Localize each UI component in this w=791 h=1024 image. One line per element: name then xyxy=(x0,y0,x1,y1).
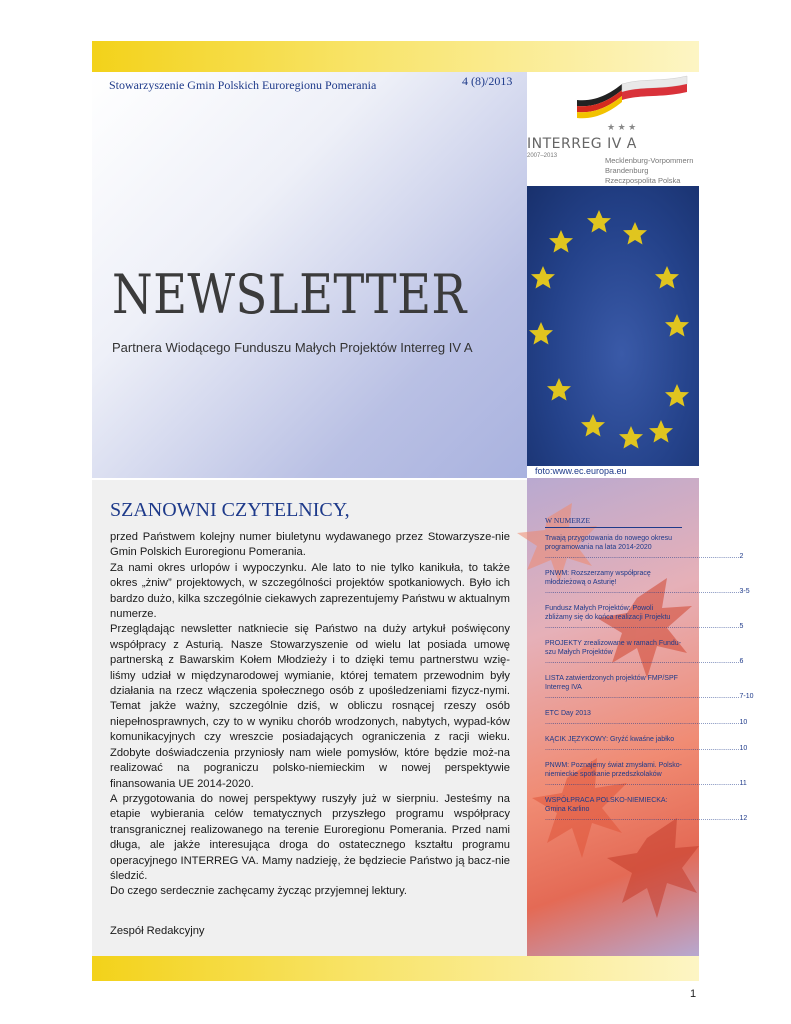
toc-item-title: Trwają przygotowania do nowego okresu programowania na lata 2014-2020 xyxy=(545,535,672,551)
toc-item-title: WSPÓŁPRACA POLSKO-NIEMIECKA: Gmina Karlino xyxy=(545,797,668,813)
toc-item-title: Fundusz Małych Projektów: Powoli zbliżamy się do końca realizacji Projektu xyxy=(545,605,671,621)
toc-item-leader: .................................................................................................... 12 xyxy=(545,815,748,822)
toc-item-title: LISTA zatwierdzonych projektów FMP/SPF Interreg IVA xyxy=(545,675,678,691)
interreg-logo xyxy=(527,72,699,186)
toc-item[interactable] xyxy=(545,534,744,561)
toc-item-leader: .................................................................................................... 11 xyxy=(545,780,747,787)
toc-item-page: 3-5 xyxy=(739,588,750,595)
eu-stars-icon xyxy=(527,186,699,466)
toc-heading: W NUMERZE xyxy=(545,516,682,528)
toc-item[interactable] xyxy=(545,639,744,666)
table-of-contents xyxy=(545,516,754,831)
editorial-paragraph: Do czego serdecznie zachęcamy życząc przyjemnej lektury. xyxy=(110,885,407,898)
toc-item-leader: .................................................................................................... 3-5 xyxy=(545,588,750,595)
newsletter-subtitle: Partnera Wiodącego Funduszu Małych Projektów Interreg IV A xyxy=(112,340,473,355)
logo-region: Rzeczpospolita Polska xyxy=(605,176,681,185)
toc-item[interactable] xyxy=(545,604,744,631)
top-decorative-bar xyxy=(92,41,699,72)
issue-number: 4 (8)/2013 xyxy=(462,74,513,88)
editorial-heading: SZANOWNI CZYTELNICY, xyxy=(110,499,350,521)
logo-region: Mecklenburg-Vorpommern xyxy=(605,156,694,165)
photo-credit: foto:www.ec.europa.eu xyxy=(535,466,627,476)
editorial-paragraph: Za nami okres urlopów i wypoczynku. Ale lato to nie tylko kanikuła, to także okres „żniw” projektowych, w szczególności projektów spotkaniowych. Było ich bardzo dużo, kilka szczególnie ciekawych zaprezentujemy Państwu w aktualnym numerze. xyxy=(110,561,510,621)
logo-years: 2007–2013 xyxy=(527,153,558,159)
toc-item-leader: .................................................................................................... 5 xyxy=(545,623,744,630)
bottom-decorative-bar xyxy=(92,956,699,981)
toc-item-title: ETC Day 2013 xyxy=(545,710,591,717)
toc-item-page: 10 xyxy=(739,719,748,726)
editorial-paragraph: Przeglądając newsletter natkniecie się Państwo na duży artykuł poświęcony współpracy z Asturią. Nasze Stowarzyszenie od wielu lat posiada umowę partnerską z Bawarskim Kołem Młodzieży i to dzięki temu partnerstwu wzię-liśmy udział w międzynarodowej wymianie, której tematem przewodnim były działania na rzecz włączenia społecznego osób z upośledzeniami fizycz-nymi. Temat jakże ważny, szczególnie dziś, w obliczu rosnącej rzeszy osób niepełnosprawnych, czy to w wyniku chorób wrodzonych, nabytych, wypad-ków komunikacyjnych czy wreszcie posiadających ograniczenia z racji wieku. Zdobyte doświadczenia przyniosły nam wiele pomysłów, które będzie moż-na realizować na pograniczu polsko-niemieckim w nowej perspektywie finansowania UE 2014-2020. xyxy=(110,623,510,790)
toc-item-page: 6 xyxy=(739,658,744,665)
toc-item-leader: .................................................................................................... 7-10 xyxy=(545,693,754,700)
toc-item-page: 11 xyxy=(739,780,747,787)
toc-item[interactable] xyxy=(545,761,747,788)
toc-item-page: 10 xyxy=(739,745,748,752)
toc-item-page: 2 xyxy=(739,553,744,560)
toc-item[interactable] xyxy=(545,674,754,701)
editorial-signoff: Zespół Redakcyjny xyxy=(110,925,205,937)
organization-name: Stowarzyszenie Gmin Polskich Euroregionu Pomerania xyxy=(109,78,377,92)
editorial-body xyxy=(110,530,510,900)
editorial-paragraph: A przygotowania do nowej perspektywy ruszyły już w sierpniu. Jesteśmy na etapie wybierania celów tematycznych przyszłego programu współpracy transgranicznej realizowanego na terenie Euroregionu Pomerania. Przed nami długa, ale jakże interesująca droga do ostatecznego kształtu programu operacyjnego INTERREG VA. Mamy nadzieję, że będziecie Państwo ją bacz-nie śledzić. xyxy=(110,792,510,882)
toc-item[interactable] xyxy=(545,569,750,596)
toc-item-leader: .................................................................................................... 10 xyxy=(545,719,748,726)
toc-item[interactable] xyxy=(545,796,748,823)
eu-flag-photo xyxy=(527,186,699,466)
logo-regions xyxy=(605,156,693,186)
toc-item-title: PNWM: Poznajemy świat zmysłami. Polsko-niemieckie spotkanie przedszkolaków xyxy=(545,762,682,778)
toc-item-leader: .................................................................................................... 2 xyxy=(545,553,744,560)
toc-item[interactable] xyxy=(545,709,748,727)
toc-item-leader: .................................................................................................... 10 xyxy=(545,745,748,752)
flag-ribbon-icon xyxy=(527,72,699,136)
toc-item-page: 7-10 xyxy=(739,693,754,700)
toc-item-page: 5 xyxy=(739,623,744,630)
page-number: 1 xyxy=(690,988,697,1000)
logo-brand-text: INTERREG IV A xyxy=(527,136,637,152)
toc-item-page: 12 xyxy=(739,815,748,822)
logo-region: Brandenburg xyxy=(605,166,649,175)
newsletter-title: NEWSLETTER xyxy=(112,263,467,326)
toc-item-leader: .................................................................................................... 6 xyxy=(545,658,744,665)
toc-item[interactable] xyxy=(545,735,748,753)
svg-text:★ ★ ★: ★ ★ ★ xyxy=(607,122,637,132)
toc-item-title: KĄCIK JĘZYKOWY: Gryźć kwaśne jabłko xyxy=(545,736,675,743)
toc-item-title: PNWM: Rozszerzamy współpracę młodzieżową o Asturię! xyxy=(545,570,651,586)
editorial-paragraph: przed Państwem kolejny numer biuletynu wydawanego przez Stowarzysze-nie Gmin Polskich Euroregionu Pomerania. xyxy=(110,531,510,559)
toc-item-title: PROJEKTY zrealizowane w ramach Fundu-szu Małych Projektów xyxy=(545,640,682,656)
